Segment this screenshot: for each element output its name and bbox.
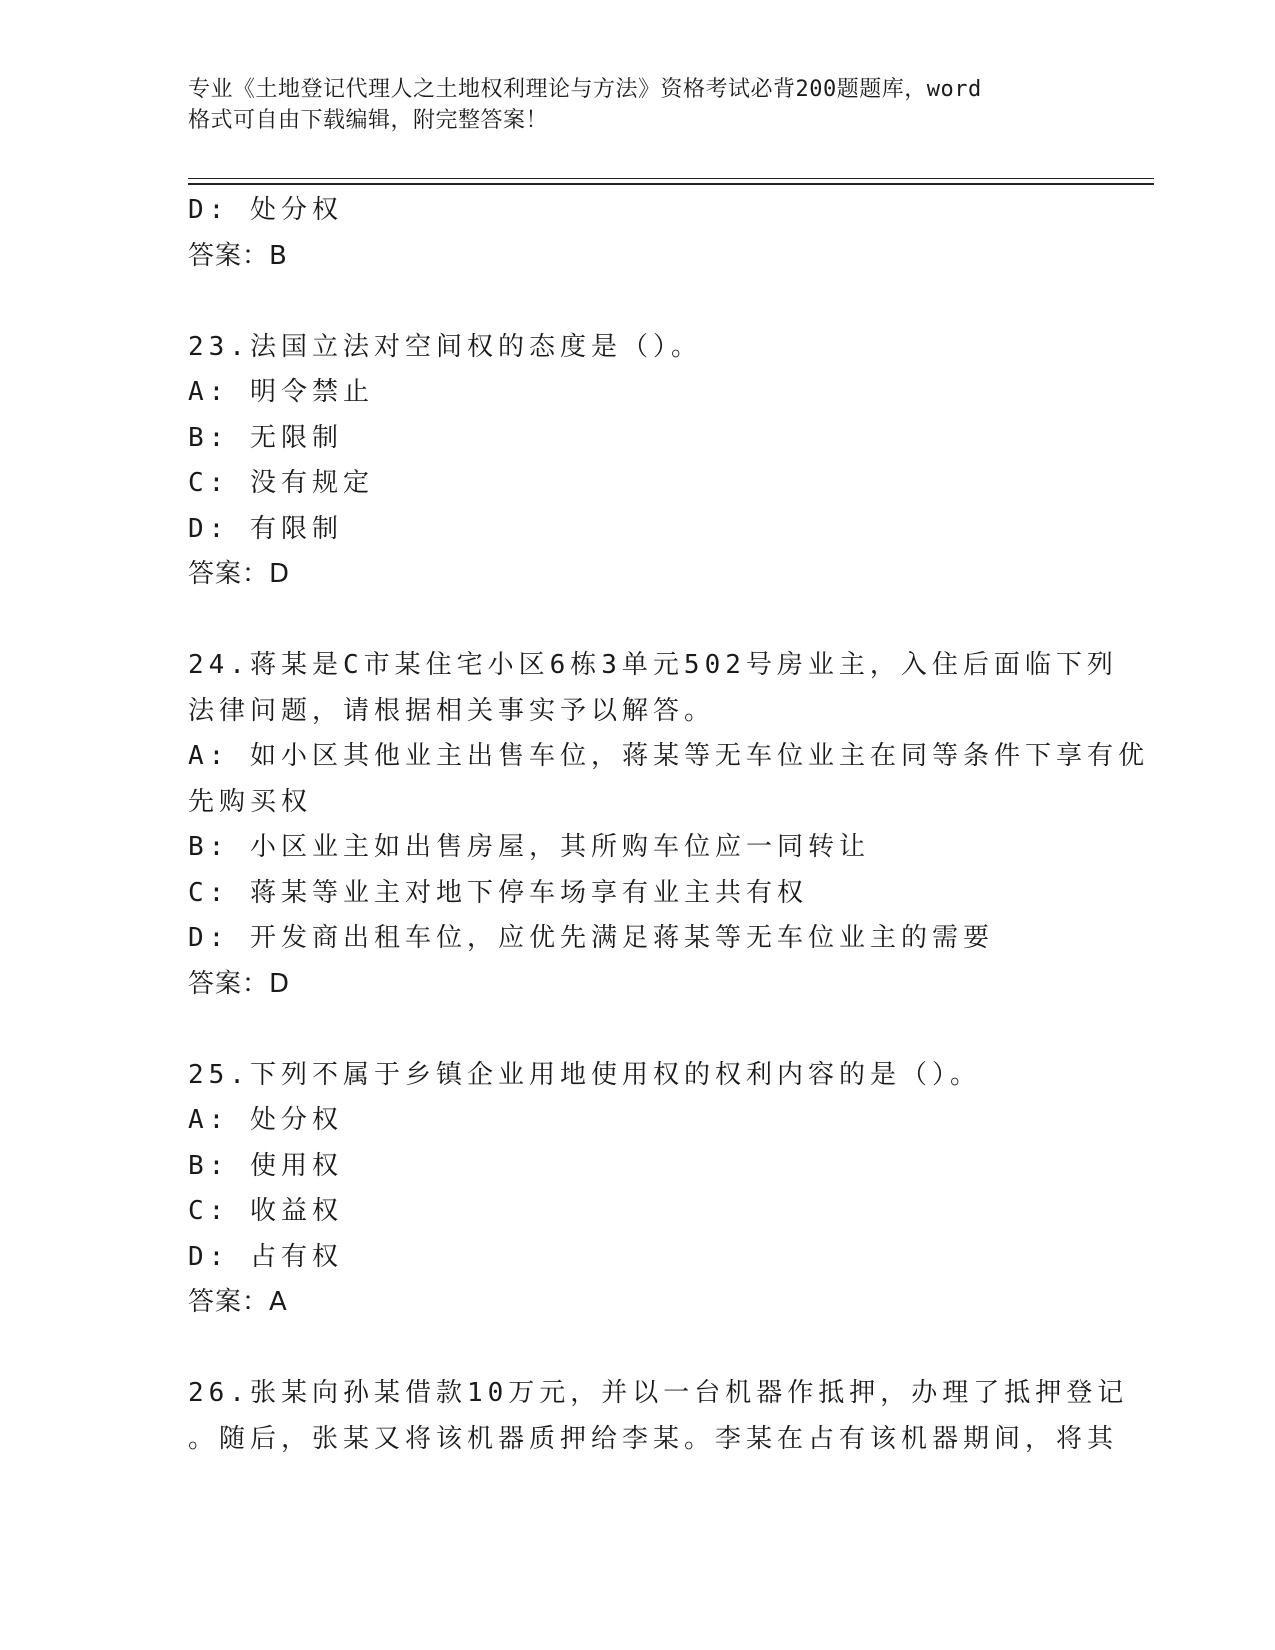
- answer: 答案：A: [188, 1287, 288, 1317]
- prev-option-d: D: 处分权: [188, 195, 343, 225]
- question-stem-line-1: 24.蒋某是C市某住宅小区6栋3单元502号房业主，入住后面临下列: [188, 650, 1118, 680]
- answer: 答案：D: [188, 559, 291, 589]
- spacer: [188, 598, 1088, 644]
- option-b: B: 小区业主如出售房屋，其所购车位应一同转让: [188, 832, 870, 862]
- question-25: [188, 1053, 1088, 1326]
- option-d: D: 占有权: [188, 1241, 343, 1272]
- question-stem-line-2: 法律问题，请根据相关事实予以解答。: [188, 695, 716, 726]
- question-stem-line-2: 。随后，张某又将该机器质押给李某。李某在占有该机器期间，将其: [188, 1423, 1119, 1454]
- header-rule-thick: [188, 183, 1154, 185]
- spacer: [188, 1007, 1088, 1053]
- document-header: [188, 74, 1068, 136]
- header-line-1: 专业《土地登记代理人之土地权利理论与方法》资格考试必背200题题库，word: [188, 77, 982, 102]
- option-a-line-1: A: 如小区其他业主出售车位，蒋某等无车位业主在同等条件下享有优: [188, 741, 1149, 771]
- option-c: C: 没有规定: [188, 468, 374, 498]
- question-content: [188, 188, 1149, 1462]
- option-a: A: 处分权: [188, 1105, 343, 1135]
- option-d: D: 有限制: [188, 513, 343, 544]
- spacer: [188, 279, 1088, 325]
- question-26: [188, 1371, 1129, 1462]
- question-24: [188, 643, 1149, 1007]
- question-23: [188, 325, 1088, 598]
- header-line-2: 格式可自由下载编辑，附完整答案！: [188, 108, 549, 133]
- option-a: A: 明令禁止: [188, 377, 374, 407]
- option-d: D: 开发商出租车位，应优先满足蒋某等无车位业主的需要: [188, 923, 994, 953]
- option-c: C: 收益权: [188, 1196, 343, 1226]
- option-a-line-2: 先购买权: [188, 786, 313, 817]
- header-rule-thin: [188, 178, 1154, 179]
- option-c: C: 蒋某等业主对地下停车场享有业主共有权: [188, 877, 808, 908]
- option-b: B: 使用权: [188, 1150, 343, 1181]
- spacer: [188, 1326, 1088, 1372]
- question-stem: 23.法国立法对空间权的态度是（）。: [188, 331, 702, 362]
- question-stem: 25.下列不属于乡镇企业用地使用权的权利内容的是（）。: [188, 1059, 981, 1090]
- option-b: B: 无限制: [188, 422, 343, 453]
- question-stem-line-1: 26.张某向孙某借款10万元，并以一台机器作抵押，办理了抵押登记: [188, 1378, 1129, 1408]
- answer: 答案：D: [188, 968, 291, 999]
- prev-answer: 答案：B: [188, 240, 288, 271]
